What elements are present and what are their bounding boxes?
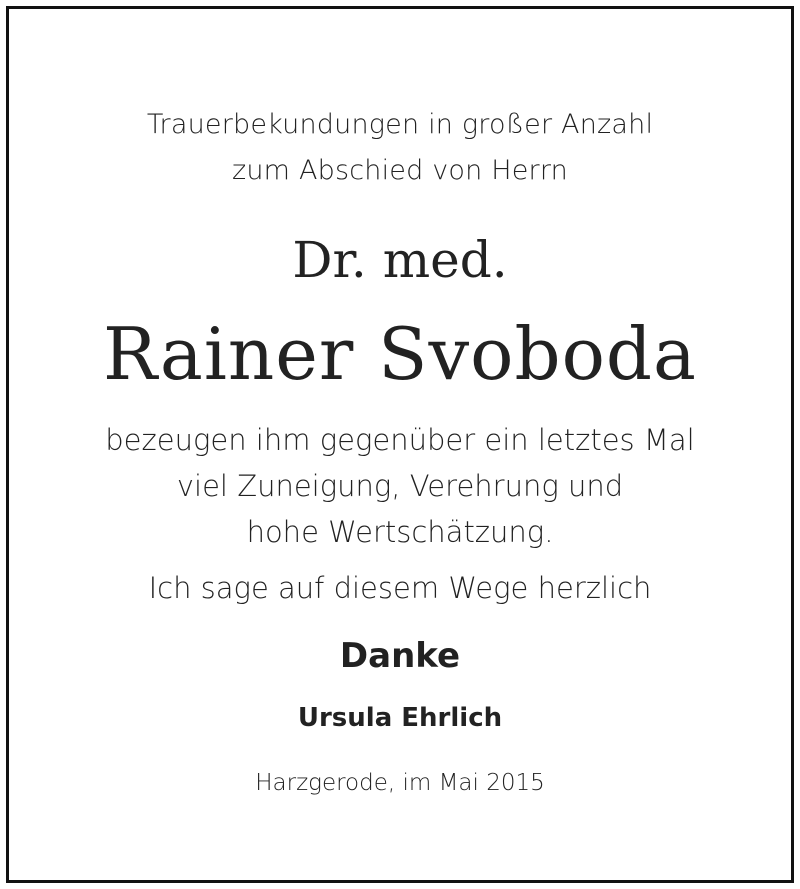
intro-line-2: zum Abschied von Herrn <box>232 155 568 186</box>
thanks-text: Danke <box>339 636 461 676</box>
intro-line-1: Trauerbekundungen in großer Anzahl <box>146 109 654 140</box>
deceased-title: Dr. med. <box>292 231 508 289</box>
body-line-1: bezeugen ihm gegenüber ein letztes Mal <box>105 423 695 457</box>
deceased-name: Rainer Svoboda <box>103 312 697 396</box>
place-date: Harzgerode, im Mai 2015 <box>255 770 545 796</box>
body-line-2: viel Zuneigung, Verehrung und <box>176 469 624 503</box>
body-line-3: hohe Wertschätzung. <box>246 515 554 549</box>
closing-line: Ich sage auf diesem Wege herzlich <box>148 571 652 605</box>
signer-name: Ursula Ehrlich <box>297 703 503 733</box>
notice-frame <box>6 6 794 883</box>
